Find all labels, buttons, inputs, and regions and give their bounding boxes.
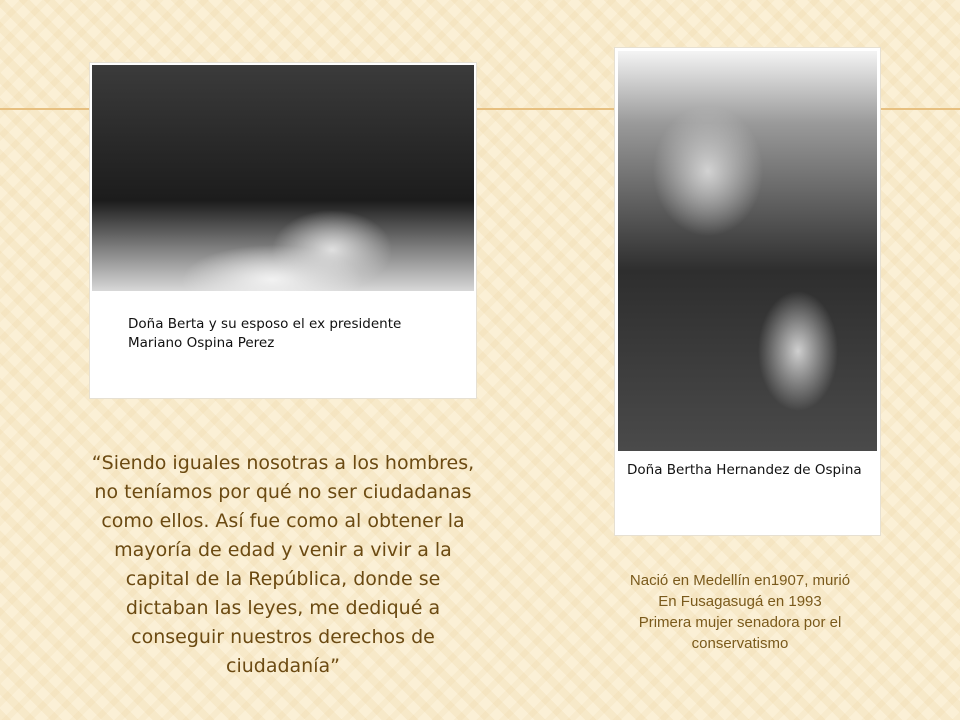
photo-card-couple xyxy=(90,63,476,398)
bio-line-1: Nació en Medellín en1907, murió xyxy=(629,572,851,589)
bio-line-2: En Fusagasugá en 1993 xyxy=(658,593,822,610)
bio-line-4: conservatismo xyxy=(691,635,789,652)
photo-caption-portrait: Doña Bertha Hernandez de Ospina xyxy=(627,462,862,478)
photo-couple-dinner xyxy=(92,65,474,291)
photo-caption-couple-line1: Doña Berta y su esposo el ex presidente xyxy=(128,316,402,332)
photo-caption-couple xyxy=(128,315,458,353)
photo-caption-couple-line2: Mariano Ospina Perez xyxy=(128,335,275,351)
quote-text: “Siendo iguales nosotras a los hombres, no teníamos por qué no ser ciudadanas como ellos. Así fue como al obtener la mayoría de edad y venir a vivir a la capital de la República, donde se dictaban las leyes, me dediqué a conseguir nuestros derechos de ciudadanía” xyxy=(91,452,475,677)
photo-card-portrait xyxy=(615,48,880,535)
photo-portrait-speech xyxy=(618,51,877,451)
bio-text xyxy=(590,570,890,654)
bio-line-3: Primera mujer senadora por el xyxy=(638,614,842,631)
